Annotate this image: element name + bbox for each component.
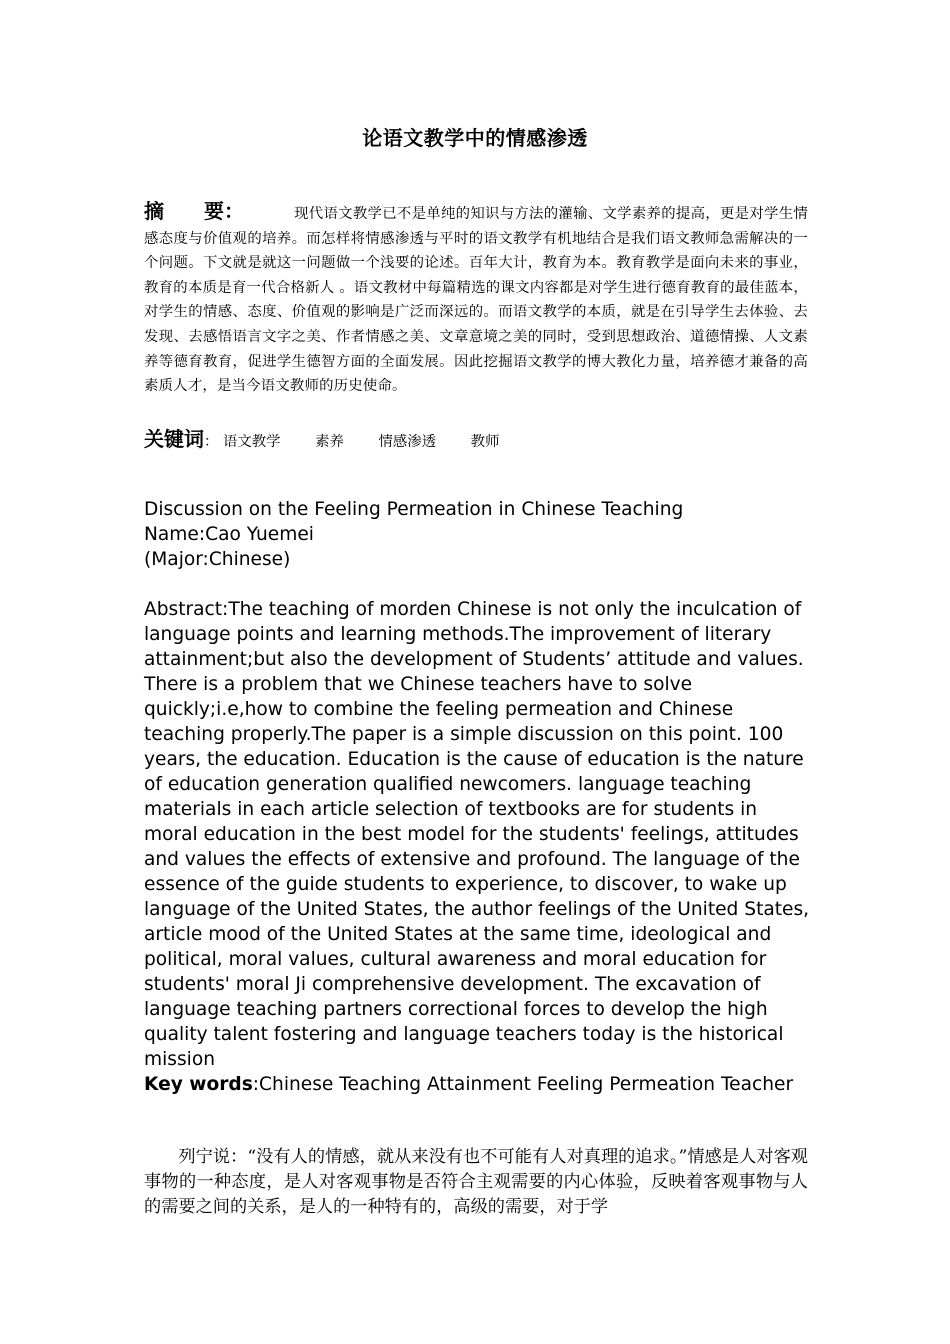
english-section bbox=[144, 497, 816, 1097]
author-name: Name:Cao Yuemei bbox=[144, 524, 314, 545]
abstract-text-cn: 现代语文教学已不是单纯的知识与方法的灌输、文学素养的提高，更是对学生情感态度与价值观的培养。而怎样将情感渗透与平时的语文教学有机地结合是我们语文教师急需解决的一个问题。下文就是就这一问题做一个浅要的论述。百年大计，教育为本。教育教学是面向未来的事业，教育的本质是育一代合格新人 。语文教材中每篇精选的课文内容都是对学生进行德育教育的最佳蓝本，对学生的情感、态度、价值观的影响是广泛而深远的。而语文教学的本质，就是在引导学生去体验、去发现、去感悟语言文字之美、作者情感之美、文章意境之美的同时，受到思想政治、道德情操、人文素养等德育教育，促进学生德智方面的全面发展。因此挖掘语文教学的博大教化力量，培养德才兼备的高素质人才，是当今语文教师的历史使命。 bbox=[144, 206, 808, 395]
english-abstract: Abstract:The teaching of morden Chinese is not only the inculcation of language points and learning methods.The improvement of literary attainment;but also the development of Students’ attitude and values. There is a problem that we Chinese teachers have to solve quickly;i.e,how to combine the feeling permeation and Chinese teaching properly.The paper is a simple discussion on this point. 100 years, the education. Education is the cause of education is the nature of education generation qualified newcomers. language teaching materials in each article selection of textbooks are for students in moral education in the best model for the students' feelings, attitudes and values the effects of extensive and profound. The language of the essence of the guide students to experience, to discover, to wake up language of the United States, the author feelings of the United States, article mood of the United States at the same time, ideological and political, moral values, cultural awareness and moral education for students' moral Ji comprehensive development. The excavation of language teaching partners correctional forces to develop the high quality talent fostering and language teachers today is the historical mission bbox=[144, 599, 810, 1070]
keyword-cn: 教师 bbox=[470, 434, 500, 450]
author-major: (Major:Chinese) bbox=[144, 549, 291, 570]
keyword-cn: 语文教学 bbox=[222, 434, 281, 450]
keywords-label-en: Key words bbox=[144, 1074, 253, 1095]
keywords-label-cn: 关键词 bbox=[144, 427, 204, 451]
english-title: Discussion on the Feeling Permeation in Chinese Teaching bbox=[144, 499, 684, 520]
keyword-cn: 情感渗透 bbox=[378, 434, 437, 450]
abstract-label-cn: 摘 要： bbox=[144, 199, 244, 223]
body-paragraph: 列宁说：“没有人的情感，就从来没有也不可能有人对真理的追求。”情感是人对客观事物的一种态度，是人对客观事物是否符合主观需要的内心体验，反映着客观事物与人的需要之间的关系，是人的一种特有的，高级的需要，对于学 bbox=[144, 1147, 808, 1217]
chinese-keywords bbox=[144, 423, 529, 452]
keywords-text-en: :Chinese Teaching Attainment Feeling Permeation Teacher bbox=[252, 1074, 794, 1095]
document-title: 论语文教学中的情感渗透 bbox=[362, 126, 588, 150]
keyword-cn: 素养 bbox=[315, 434, 344, 450]
english-keywords bbox=[144, 1072, 816, 1097]
chinese-abstract bbox=[144, 199, 808, 399]
spacer bbox=[144, 572, 816, 597]
keywords-colon-cn: ： bbox=[204, 434, 219, 450]
